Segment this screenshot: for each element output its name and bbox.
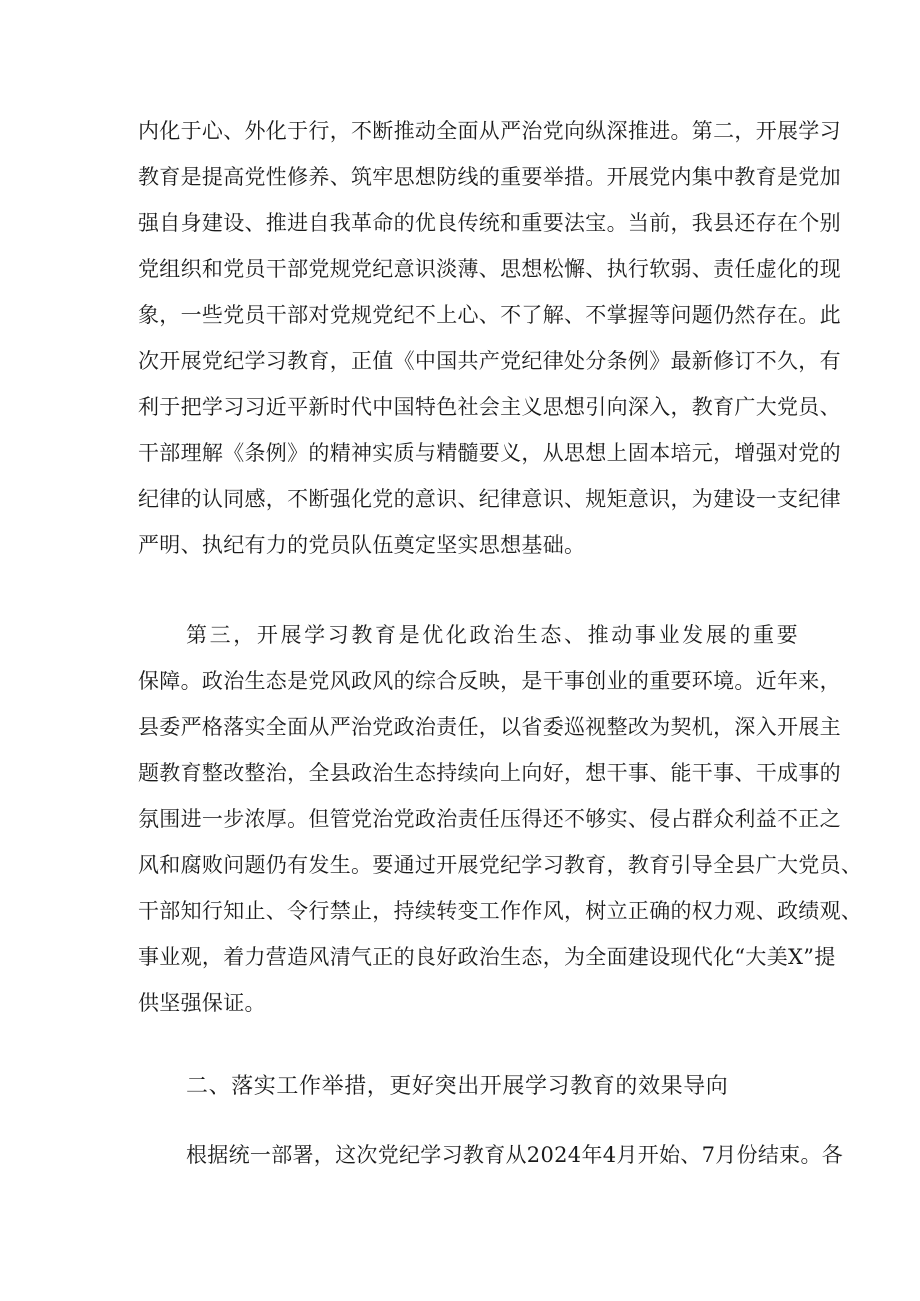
paragraph-line: 象，一些党员干部对党规党纪不上心、不了解、不掌握等问题仍然存在。此 [138, 303, 841, 327]
paragraph-line: 氛围进一步浓厚。但管党治党政治责任压得还不够实、侵占群众利益不正之 [138, 807, 841, 831]
paragraph-line: 次开展党纪学习教育，正值《中国共产党纪律处分条例》最新修订不久，有 [138, 349, 841, 373]
paragraph-line: 保障。政治生态是党风政风的综合反映，是干事创业的重要环境。近年来， [138, 669, 841, 693]
paragraph-line: 根据统一部署，这次党纪学习教育从2024年4月开始、7月份结束。各 [186, 1143, 844, 1167]
paragraph-line: 风和腐败问题仍有发生。要通过开展党纪学习教育，教育引导全县广大党员、 [138, 853, 863, 877]
paragraph-line: 纪律的认同感，不断强化党的意识、纪律意识、规矩意识，为建设一支纪律 [138, 487, 841, 511]
paragraph-line: 利于把学习习近平新时代中国特色社会主义思想引向深入，教育广大党员、 [138, 395, 841, 419]
paragraph-line: 严明、执纪有力的党员队伍奠定坚实思想基础。 [138, 533, 586, 557]
section-heading: 二、落实工作举措，更好突出开展学习教育的效果导向 [186, 1074, 729, 1099]
paragraph-line: 干部理解《条例》的精神实质与精髓要义，从思想上固本培元，增强对党的 [138, 441, 841, 465]
paragraph-line: 教育是提高党性修养、筑牢思想防线的重要举措。开展党内集中教育是党加 [138, 165, 841, 189]
paragraph-line: 题教育整改整治，全县政治生态持续向上向好，想干事、能干事、干成事的 [138, 761, 841, 785]
paragraph-line: 强自身建设、推进自我革命的优良传统和重要法宝。当前，我县还存在个别 [138, 211, 841, 235]
paragraph-line: 县委严格落实全面从严治党政治责任，以省委巡视整改为契机，深入开展主 [138, 715, 841, 739]
paragraph-line: 内化于心、外化于行，不断推动全面从严治党向纵深推进。第二，开展学习 [138, 119, 841, 143]
paragraph-line: 干部知行知止、令行禁止，持续转变工作作风，树立正确的权力观、政绩观、 [138, 899, 863, 923]
paragraph-line: 党组织和党员干部党规党纪意识淡薄、思想松懈、执行软弱、责任虚化的现 [138, 257, 841, 281]
paragraph-line: 供坚强保证。 [138, 991, 266, 1015]
paragraph-line: 第三，开展学习教育是优化政治生态、推动事业发展的重要 [186, 623, 798, 647]
paragraph-line: 事业观，着力营造风清气正的良好政治生态，为全面建设现代化“大美X”提 [138, 945, 836, 969]
